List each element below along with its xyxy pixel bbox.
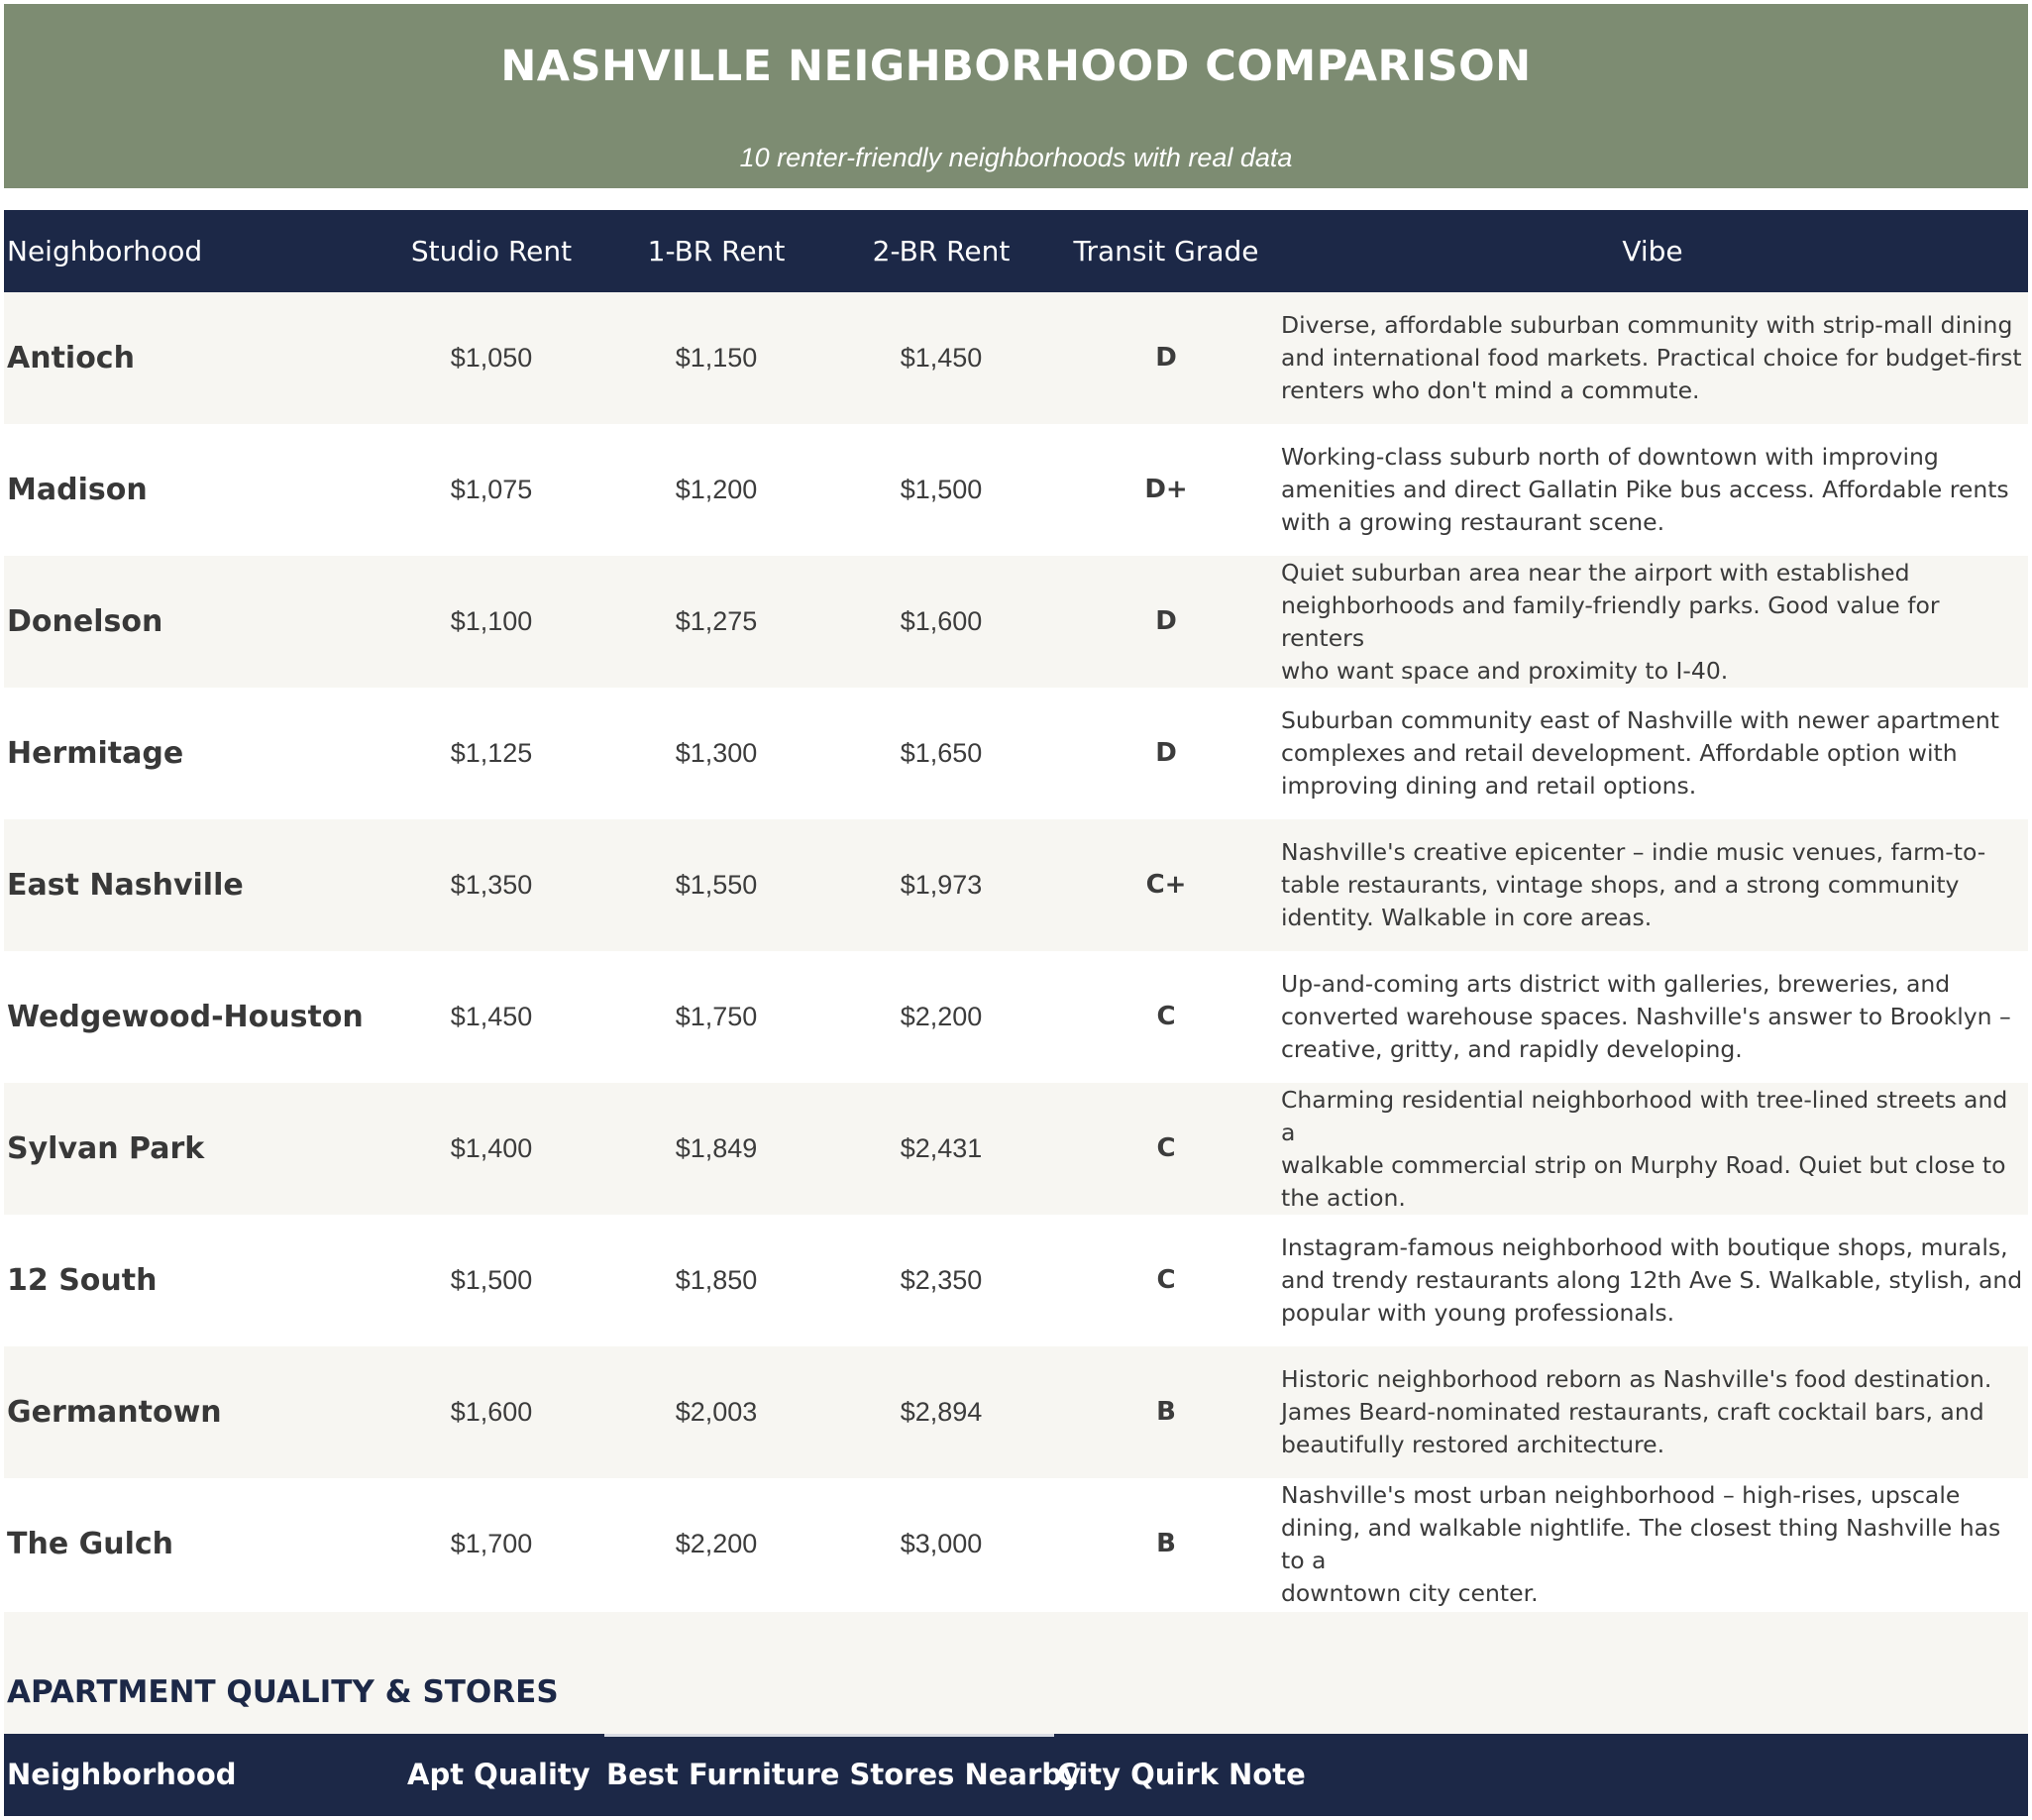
vibe-line: Nashville's creative epicenter – indie music venues, farm-to- <box>1281 838 1986 866</box>
vibe-line: Quiet suburban area near the airport with established <box>1281 558 1910 587</box>
vibe-line: Working-class suburb north of downtown with improving <box>1281 443 1939 471</box>
vibe-line: table restaurants, vintage shops, and a strong community <box>1281 871 1960 899</box>
table-row <box>4 292 2028 424</box>
header-transit-grade: Transit Grade <box>1073 235 1259 268</box>
vibe-description <box>1281 688 2024 819</box>
table-header <box>4 210 2028 292</box>
vibe-line: complexes and retail development. Affordable option with <box>1281 739 1958 767</box>
spacer-row <box>4 1612 2028 1734</box>
table-row <box>4 1478 2028 1610</box>
neighborhood-name: Germantown <box>7 1395 222 1430</box>
one-br-rent: $1,200 <box>675 475 758 504</box>
vibe-line: and trendy restaurants along 12th Ave S. Walkable, stylish, and <box>1281 1266 2023 1294</box>
one-br-rent: $1,550 <box>675 870 758 900</box>
studio-rent: $1,600 <box>450 1397 533 1427</box>
vibe-description <box>1281 1083 2024 1215</box>
vibe-description <box>1281 1215 2024 1346</box>
table-row <box>4 424 2028 556</box>
header-neighborhood: Neighborhood <box>7 1758 237 1791</box>
page-title: NASHVILLE NEIGHBORHOOD COMPARISON <box>500 42 1532 91</box>
vibe-line: downtown city center. <box>1281 1578 1539 1607</box>
transit-grade: C <box>1156 1002 1176 1031</box>
header-neighborhood: Neighborhood <box>7 235 203 268</box>
neighborhood-name: 12 South <box>7 1263 158 1298</box>
neighborhood-name: Sylvan Park <box>7 1131 205 1166</box>
vibe-description <box>1281 951 2024 1083</box>
section2-header <box>4 1734 2028 1816</box>
vibe-line: and international food markets. Practical choice for budget-first <box>1281 344 2022 372</box>
vibe-line: Diverse, affordable suburban community with strip-mall dining <box>1281 311 2013 339</box>
one-br-rent: $1,150 <box>675 343 758 373</box>
header-city-quirk: City Quirk Note <box>1057 1758 1306 1791</box>
transit-grade: C <box>1156 1133 1176 1163</box>
one-br-rent: $1,300 <box>675 738 758 768</box>
vibe-line: creative, gritty, and rapidly developing. <box>1281 1035 1743 1063</box>
vibe-description <box>1281 424 2024 556</box>
neighborhood-name: East Nashville <box>7 868 244 903</box>
vibe-line: improving dining and retail options. <box>1281 772 1697 800</box>
vibe-line: identity. Walkable in core areas. <box>1281 904 1653 931</box>
transit-grade: D <box>1155 606 1177 636</box>
page-subtitle: 10 renter-friendly neighborhoods with real data <box>739 143 1293 172</box>
neighborhood-name: Hermitage <box>7 736 184 771</box>
one-br-rent: $1,750 <box>675 1002 758 1031</box>
vibe-line: beautifully restored architecture. <box>1281 1431 1665 1458</box>
two-br-rent: $2,431 <box>900 1133 983 1163</box>
transit-grade: B <box>1156 1397 1176 1427</box>
vibe-line: Up-and-coming arts district with galleries, breweries, and <box>1281 970 1951 998</box>
one-br-rent: $1,275 <box>675 606 758 636</box>
table-row <box>4 819 2028 951</box>
two-br-rent: $2,350 <box>900 1265 983 1295</box>
vibe-line: renters who don't mind a commute. <box>1281 376 1700 404</box>
vibe-line: walkable commercial strip on Murphy Road. Quiet but close to <box>1281 1150 2006 1179</box>
transit-grade: D <box>1155 738 1177 768</box>
transit-grade: D+ <box>1144 475 1188 504</box>
one-br-rent: $2,200 <box>675 1529 758 1558</box>
table-row <box>4 1346 2028 1478</box>
header-furniture-stores: Best Furniture Stores Nearby <box>606 1758 1081 1791</box>
section-title: APARTMENT QUALITY & STORES <box>7 1674 559 1710</box>
vibe-description <box>1281 556 2024 688</box>
table-row <box>4 556 2028 688</box>
title-banner <box>4 4 2028 188</box>
two-br-rent: $2,200 <box>900 1002 983 1031</box>
transit-grade: D <box>1155 343 1177 373</box>
studio-rent: $1,100 <box>450 606 533 636</box>
two-br-rent: $1,500 <box>900 475 983 504</box>
neighborhood-name: Donelson <box>7 604 163 639</box>
vibe-line: Nashville's most urban neighborhood – high-rises, upscale <box>1281 1480 1961 1509</box>
header-1br-rent: 1-BR Rent <box>647 235 786 268</box>
vibe-line: neighborhoods and family-friendly parks. Good value for renters <box>1281 590 1940 652</box>
vibe-line: Suburban community east of Nashville with newer apartment <box>1281 706 1999 734</box>
studio-rent: $1,125 <box>450 738 533 768</box>
two-br-rent: $1,600 <box>900 606 983 636</box>
table-row <box>4 688 2028 819</box>
two-br-rent: $1,450 <box>900 343 983 373</box>
two-br-rent: $1,973 <box>900 870 983 900</box>
neighborhood-name: Wedgewood-Houston <box>7 1000 364 1034</box>
vibe-line: dining, and walkable nightlife. The closest thing Nashville has to a <box>1281 1513 2001 1574</box>
vibe-description <box>1281 819 2024 951</box>
header-2br-rent: 2-BR Rent <box>872 235 1011 268</box>
vibe-line: James Beard-nominated restaurants, craft cocktail bars, and <box>1281 1398 1984 1426</box>
transit-grade: C <box>1156 1265 1176 1295</box>
vibe-line: converted warehouse spaces. Nashville's answer to Brooklyn – <box>1281 1003 2011 1030</box>
table-row <box>4 1083 2028 1215</box>
vibe-description <box>1281 1346 2024 1478</box>
neighborhood-name: Madison <box>7 473 148 507</box>
vibe-line: with a growing restaurant scene. <box>1281 508 1665 536</box>
vibe-line: who want space and proximity to I-40. <box>1281 656 1729 685</box>
vibe-description <box>1281 1478 2024 1610</box>
studio-rent: $1,075 <box>450 475 533 504</box>
header-vibe: Vibe <box>1622 235 1683 268</box>
table-row <box>4 951 2028 1083</box>
two-br-rent: $2,894 <box>900 1397 983 1427</box>
one-br-rent: $1,849 <box>675 1133 758 1163</box>
neighborhood-name: The Gulch <box>7 1527 174 1561</box>
vibe-line: Charming residential neighborhood with tree-lined streets and a <box>1281 1085 2008 1146</box>
transit-grade: B <box>1156 1529 1176 1558</box>
vibe-line: Instagram-famous neighborhood with boutique shops, murals, <box>1281 1233 2008 1261</box>
neighborhood-name: Antioch <box>7 341 135 375</box>
studio-rent: $1,500 <box>450 1265 533 1295</box>
studio-rent: $1,050 <box>450 343 533 373</box>
header-apt-quality: Apt Quality <box>407 1758 590 1791</box>
vibe-line: Historic neighborhood reborn as Nashville's food destination. <box>1281 1365 1992 1393</box>
header-studio-rent: Studio Rent <box>410 235 573 268</box>
two-br-rent: $3,000 <box>900 1529 983 1558</box>
transit-grade: C+ <box>1145 870 1187 900</box>
studio-rent: $1,700 <box>450 1529 533 1558</box>
vibe-line: the action. <box>1281 1183 1406 1212</box>
studio-rent: $1,350 <box>450 870 533 900</box>
one-br-rent: $2,003 <box>675 1397 758 1427</box>
vibe-line: amenities and direct Gallatin Pike bus access. Affordable rents <box>1281 476 2009 503</box>
vibe-line: popular with young professionals. <box>1281 1299 1675 1327</box>
studio-rent: $1,400 <box>450 1133 533 1163</box>
studio-rent: $1,450 <box>450 1002 533 1031</box>
table-row <box>4 1215 2028 1346</box>
vibe-description <box>1281 292 2024 424</box>
one-br-rent: $1,850 <box>675 1265 758 1295</box>
two-br-rent: $1,650 <box>900 738 983 768</box>
